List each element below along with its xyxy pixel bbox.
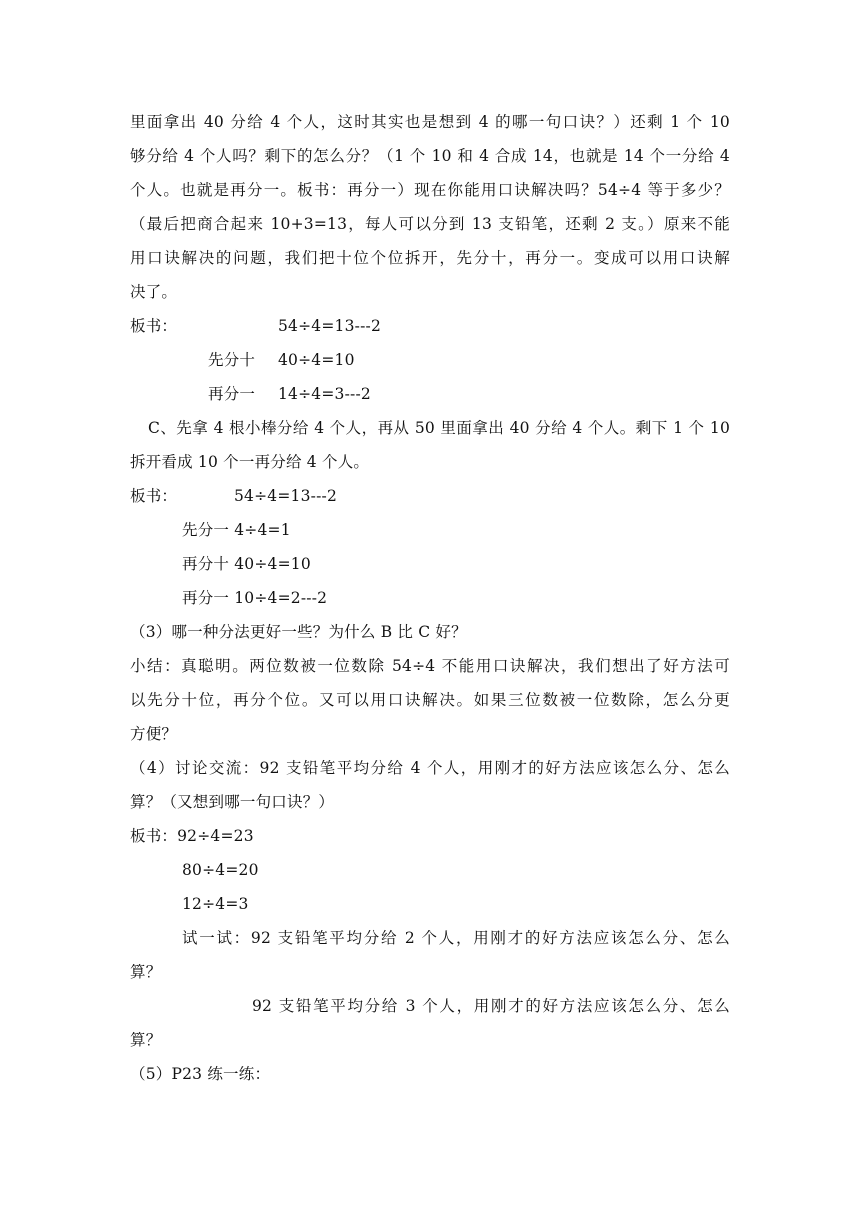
paragraph-line: 方便？ <box>130 725 178 743</box>
board-equation: 54÷4=13---2 <box>234 487 338 505</box>
board-step-label: 再分一 <box>208 385 256 403</box>
paragraph-line: 算？（又想到哪一句口诀？） <box>130 793 335 811</box>
paragraph-line: 决了。 <box>130 283 178 301</box>
board-step: 12÷4=3 <box>182 895 249 913</box>
board-step: 先分一 4÷4=1 <box>182 521 291 539</box>
board-line: 板书：92÷4=23 <box>130 827 254 845</box>
paragraph-line: 够分给 4 个人吗？剩下的怎么分？（1 个 10 和 4 合成 14，也就是 14 个一分给 4 <box>130 147 730 165</box>
paragraph-line: 小结：真聪明。两位数被一位数除 54÷4 不能用口诀解决，我们想出了好方法可 <box>130 657 730 675</box>
paragraph-line: 拆开看成 10 个一再分给 4 个人。 <box>130 453 370 471</box>
board-label: 板书： <box>130 487 178 505</box>
paragraph-line: 里面拿出 40 分给 4 个人，这时其实也是想到 4 的哪一句口诀？）还剩 1 个 10 <box>130 113 730 131</box>
board-step: 再分一 10÷4=2---2 <box>182 589 328 607</box>
paragraph-line: 算？ <box>130 963 162 981</box>
board-step: 80÷4=20 <box>182 861 259 879</box>
paragraph-line: 算？ <box>130 1031 162 1049</box>
board-equation: 54÷4=13---2 <box>278 317 382 335</box>
paragraph-line: C、先拿 4 根小棒分给 4 个人，再从 50 里面拿出 40 分给 4 个人。剩下 1 个 10 <box>148 419 730 437</box>
question-line: （3）哪一种分法更好一些？为什么 B 比 C 好？ <box>130 623 467 641</box>
paragraph-line: 用口诀解决的问题，我们把十位个位拆开，先分十，再分一。变成可以用口诀解 <box>130 249 730 267</box>
board-step-label: 先分十 <box>208 351 256 369</box>
board-equation: 40÷4=10 <box>278 351 355 369</box>
paragraph-line: 以先分十位，再分个位。又可以用口诀解决。如果三位数被一位数除，怎么分更 <box>130 691 730 709</box>
paragraph-line: （4）讨论交流：92 支铅笔平均分给 4 个人，用刚才的好方法应该怎么分、怎么 <box>130 759 730 777</box>
board-equation: 14÷4=3---2 <box>278 385 371 403</box>
paragraph-line: 试一试：92 支铅笔平均分给 2 个人，用刚才的好方法应该怎么分、怎么 <box>182 929 730 947</box>
board-step: 再分十 40÷4=10 <box>182 555 311 573</box>
paragraph-line: 92 支铅笔平均分给 3 个人，用刚才的好方法应该怎么分、怎么 <box>252 997 730 1015</box>
section-heading: （5）P23 练一练： <box>130 1065 271 1083</box>
board-label: 板书： <box>130 317 178 335</box>
paragraph-line: （最后把商合起来 10+3=13，每人可以分到 13 支铅笔，还剩 2 支。）原来不能 <box>130 215 730 233</box>
paragraph-line: 个人。也就是再分一。板书：再分一）现在你能用口诀解决吗？54÷4 等于多少？ <box>130 181 730 199</box>
